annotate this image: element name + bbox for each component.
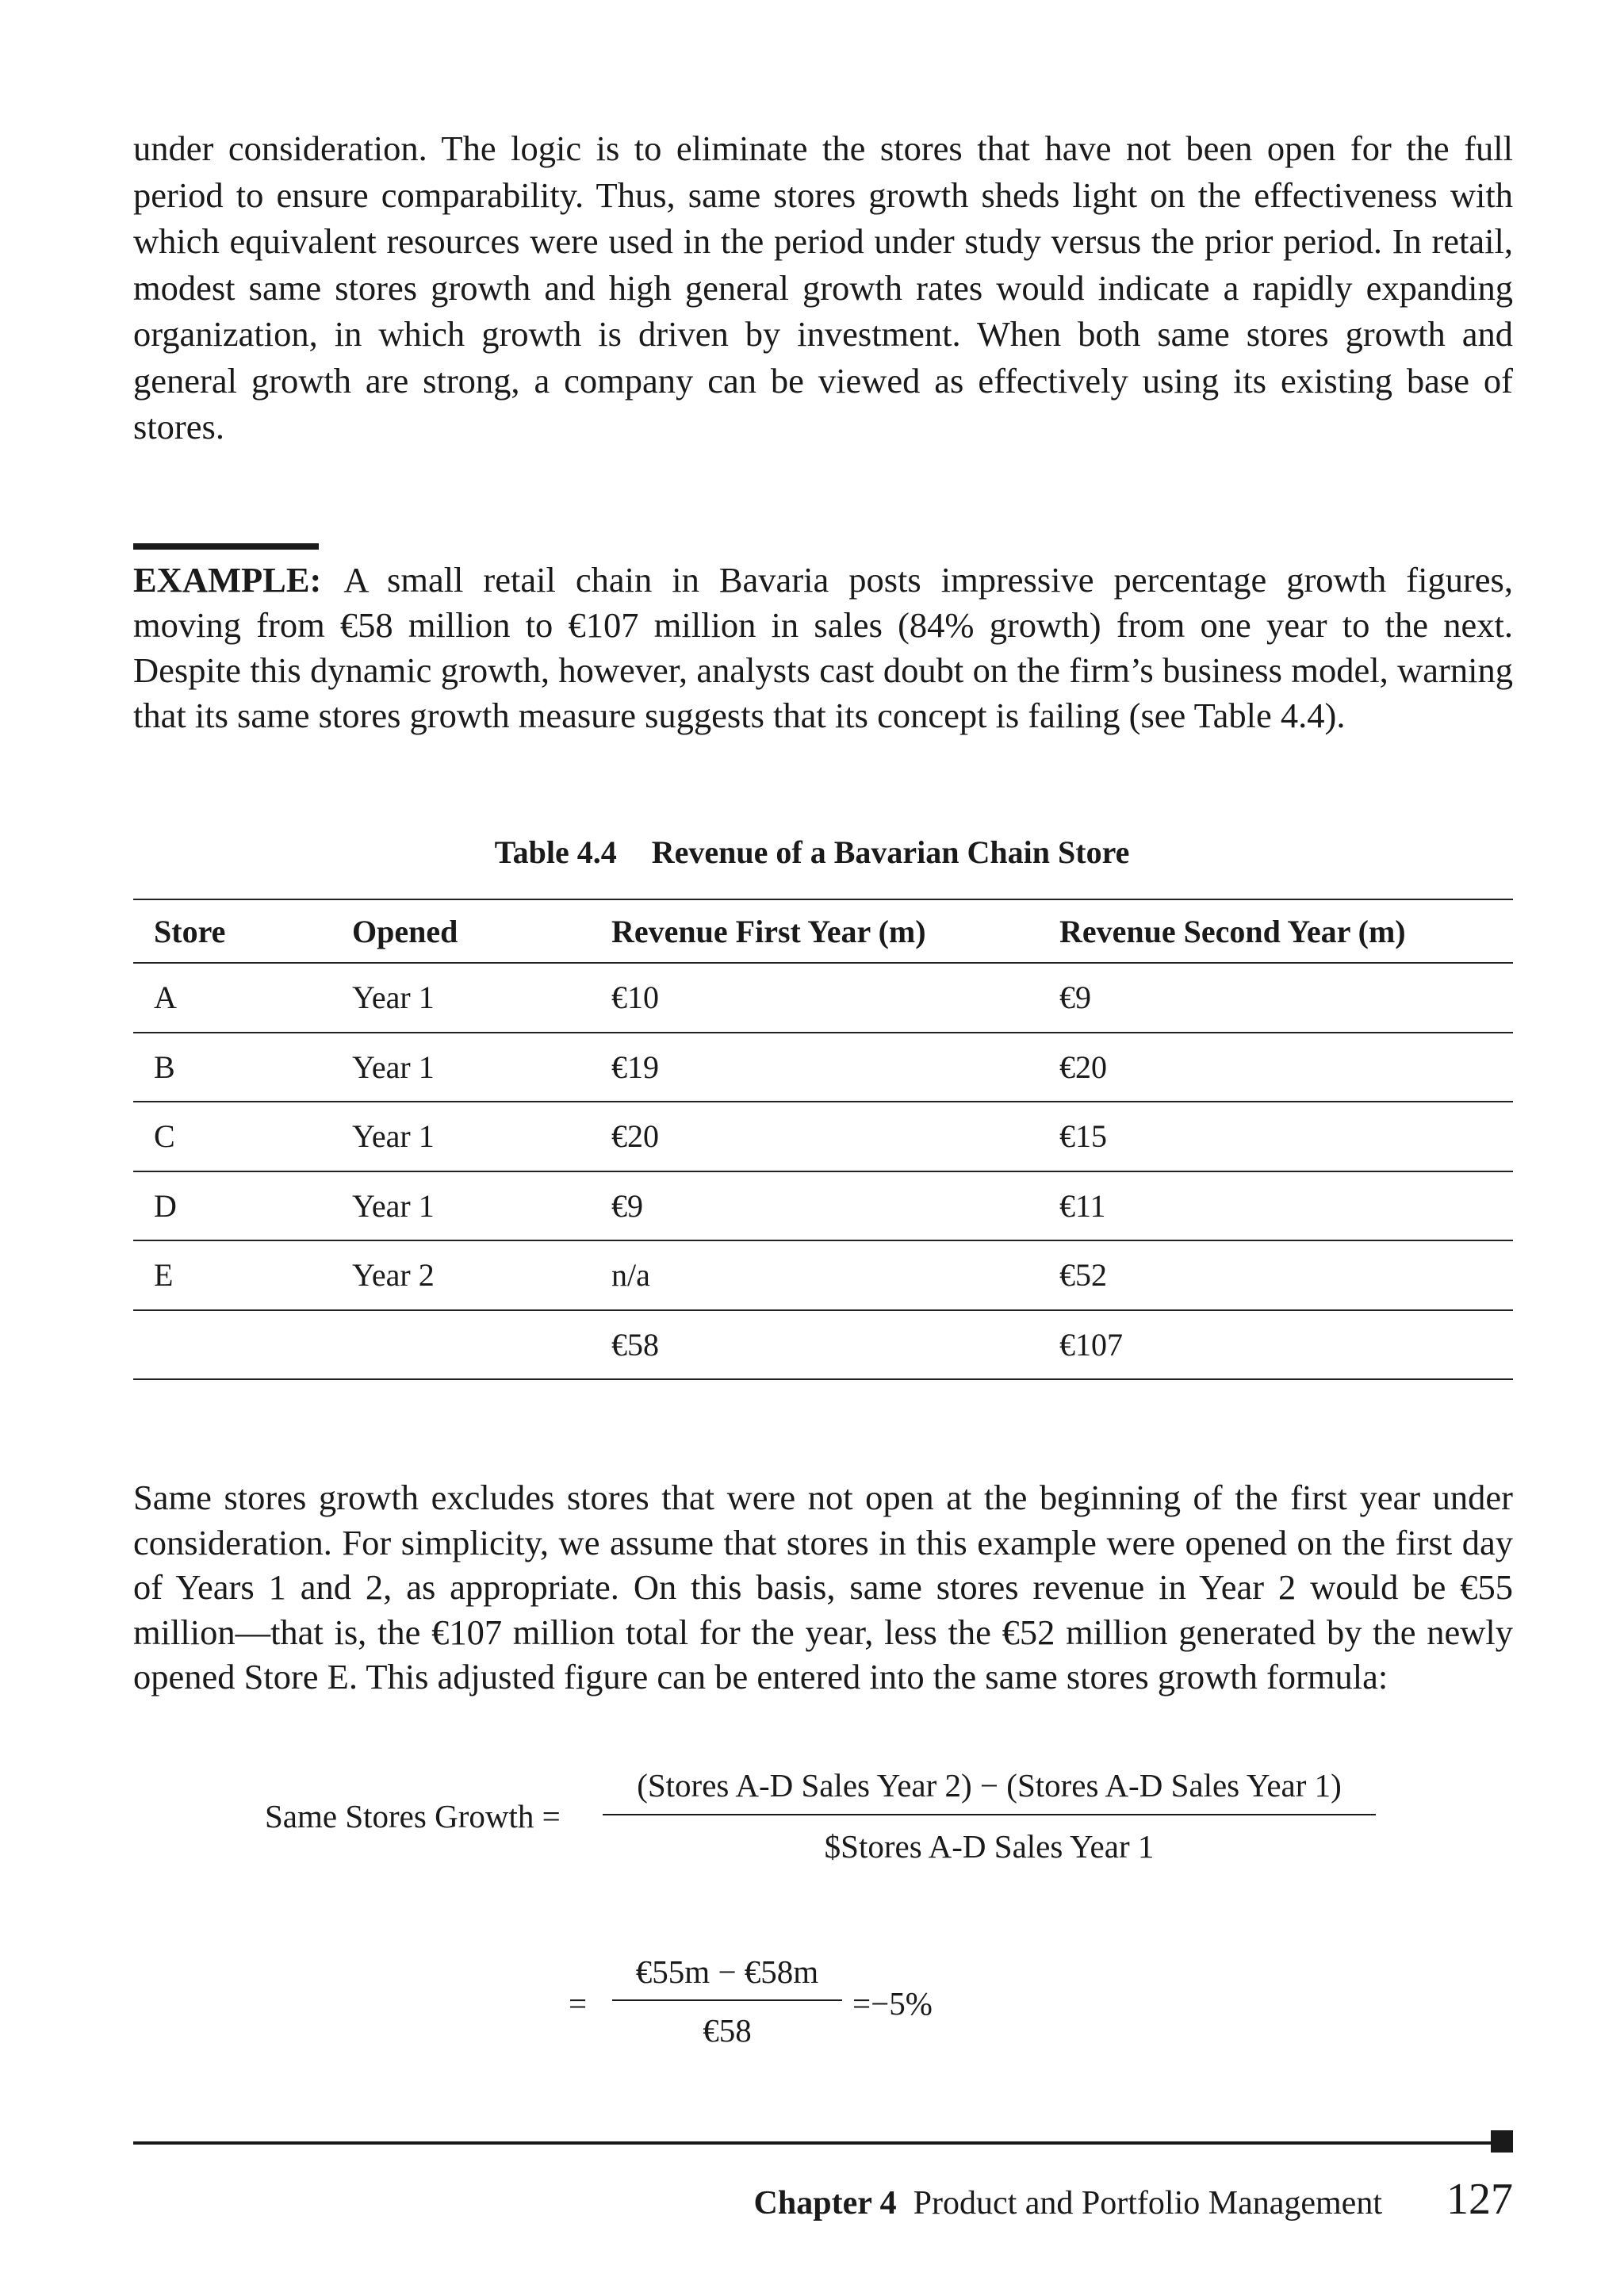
footer-chapter-title: Product and Portfolio Management xyxy=(913,2185,1382,2222)
equation2-equals: = xyxy=(569,1985,588,2022)
cell-revenue-second: €11 xyxy=(1059,1187,1106,1224)
cell-revenue-first: €19 xyxy=(611,1048,659,1085)
cell-store xyxy=(133,1310,331,1380)
cell-revenue-first: n/a xyxy=(611,1257,650,1294)
header-revenue-second-year: Revenue Second Year (m) xyxy=(1059,913,1406,949)
example-rule xyxy=(133,543,319,550)
equation2-fraction-bar xyxy=(612,1999,842,2001)
cell-revenue-first: €20 xyxy=(611,1118,659,1155)
cell-store: A xyxy=(154,979,177,1016)
body-paragraph-2: Same stores growth excludes stores that were not open at the beginning of the first year under consideration. For simplicity, we assume that stores in this example were opened on the first day of Years 1 and 2, as appropriate. On this basis, same stores revenue in Year 2 would be €55 million—that is, the €107 million total for the year, less the €52 million generated by the newly opened Store E. This adjusted figure can be entered into the same stores growth formula: xyxy=(133,1478,1513,1696)
table-caption xyxy=(0,829,1624,876)
cell-opened: Year 2 xyxy=(352,1257,435,1294)
footer-chapter: Chapter 4 xyxy=(753,2185,897,2222)
cell-revenue-second: €9 xyxy=(1059,979,1091,1016)
cell-revenue-first: €10 xyxy=(611,979,659,1016)
equation2-numerator: €55m − €58m xyxy=(635,1953,819,1990)
cell-store: E xyxy=(154,1257,174,1294)
example-paragraph xyxy=(133,558,1513,738)
cell-opened: Year 1 xyxy=(352,1048,435,1085)
table-header-row xyxy=(133,899,1513,963)
cell-store: C xyxy=(154,1118,175,1155)
revenue-table xyxy=(133,899,1513,1380)
cell-revenue-second: €52 xyxy=(1059,1257,1107,1294)
cell-store: B xyxy=(154,1048,175,1085)
cell-opened: Year 1 xyxy=(352,979,435,1016)
cell-revenue-first: €9 xyxy=(611,1187,643,1224)
table-row xyxy=(133,963,1513,1033)
equation2-denominator: €58 xyxy=(703,2012,752,2049)
table-total-row xyxy=(133,1310,1513,1380)
table-number: Table 4.4 xyxy=(494,834,617,870)
header-revenue-first-year: Revenue First Year (m) xyxy=(611,913,926,949)
header-opened: Opened xyxy=(352,913,458,949)
cell-store: D xyxy=(154,1187,177,1224)
equation2-result: =−5% xyxy=(852,1985,933,2022)
table-row xyxy=(133,1171,1513,1241)
cell-opened: Year 1 xyxy=(352,1187,435,1224)
footer-rule xyxy=(133,2141,1505,2145)
footer-square-marker xyxy=(1491,2130,1513,2153)
cell-opened xyxy=(331,1310,591,1380)
table-title: Revenue of a Bavarian Chain Store xyxy=(651,834,1130,870)
cell-opened: Year 1 xyxy=(352,1118,435,1155)
cell-revenue-second: €20 xyxy=(1059,1048,1107,1085)
formula-label: Same Stores Growth = xyxy=(265,1798,561,1834)
table-row xyxy=(133,1033,1513,1102)
cell-total-second: €107 xyxy=(1059,1326,1123,1363)
header-store: Store xyxy=(154,913,226,949)
cell-revenue-second: €15 xyxy=(1059,1118,1107,1155)
cell-total-first: €58 xyxy=(611,1326,659,1363)
formula-fraction-bar xyxy=(603,1814,1376,1815)
page-number: 127 xyxy=(1446,2175,1513,2224)
table-row xyxy=(133,1102,1513,1171)
formula-numerator: (Stores A-D Sales Year 2) − (Stores A-D Sales Year 1) xyxy=(637,1767,1342,1804)
example-label: EXAMPLE: xyxy=(133,560,322,600)
formula-denominator: $Stores A-D Sales Year 1 xyxy=(824,1828,1155,1865)
example-text: A small retail chain in Bavaria posts impressive percentage growth figures, moving from €58 million to €107 million in sales (84% growth) from one year to the next. Despite this dynamic growth, however, analysts cast doubt on the firm’s business model, warning that its same stores growth measure suggests that its concept is failing (see Table 4.4). xyxy=(133,560,1513,735)
body-paragraph-1: under consideration. The logic is to eliminate the stores that have not been open for the full period to ensure comparability. Thus, same stores growth sheds light on the effectiveness with which equivalent resources were used in the period under study versus the prior period. In retail, modest same stores growth and high general growth rates would indicate a rapidly expanding organization, in which growth is driven by investment. When both same stores growth and general growth are strong, a company can be viewed as effectively using its existing base of stores. xyxy=(133,128,1513,447)
running-footer xyxy=(754,2181,1382,2225)
table-row xyxy=(133,1240,1513,1310)
